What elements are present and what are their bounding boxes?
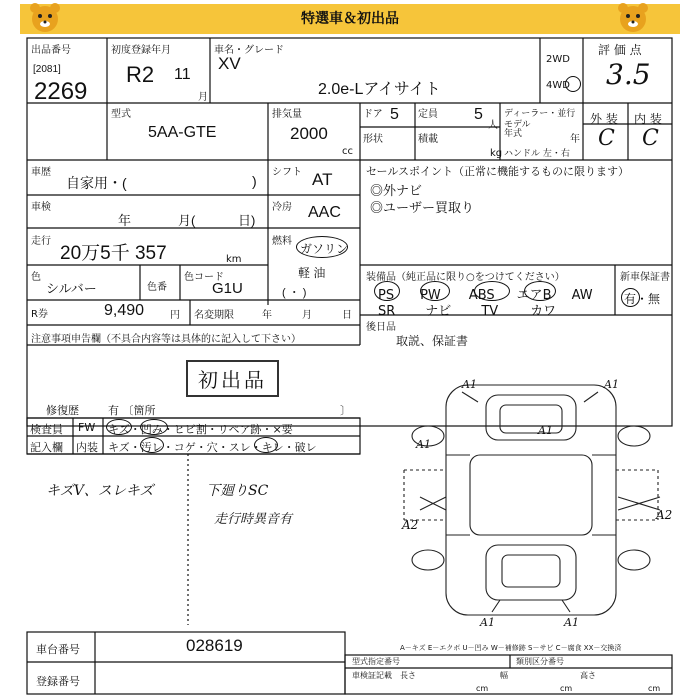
fw-scratch-circle	[106, 419, 132, 435]
sales-point-label: セールスポイント（正常に機能するものに限ります）	[366, 165, 630, 178]
mark-hood: A1	[538, 424, 553, 437]
equipment-label: 装備品（純正品に限り○をつけてください）	[366, 272, 565, 283]
mileage-value: 20万5千 357	[60, 243, 167, 264]
dealer-label: ディーラー・並行	[504, 109, 576, 119]
registration-month-suffix: 月	[198, 92, 208, 103]
load-unit: kg	[490, 148, 503, 159]
dim-width-unit: cm	[560, 684, 573, 693]
lot-number: 2269	[34, 78, 88, 105]
recycle-label: R券	[31, 309, 48, 320]
fw-dent-circle	[140, 419, 168, 435]
interior-value: C	[642, 126, 659, 151]
history-close: )	[252, 173, 257, 189]
engine-value: 2000	[290, 124, 328, 143]
registration-label: 初度登録年月	[111, 45, 171, 56]
mark-front-right: A1	[604, 378, 619, 391]
mileage-unit: km	[226, 254, 242, 265]
equip-tv: TV	[481, 304, 499, 319]
exterior-value: C	[598, 126, 615, 151]
type-designation-label: 型式指定番号	[352, 657, 400, 666]
page-title: 特選車＆初出品	[301, 11, 399, 27]
warranty-book-value: 有・無	[624, 292, 661, 306]
damage-legend: A－キズ E－エクボ U－凹み W－補修跡 S－サビ C－腐食 XX－交換済	[400, 644, 622, 652]
equip-pw: PW	[420, 288, 441, 303]
plate-label: 登録番号	[36, 675, 80, 688]
color-value: シルバー	[46, 281, 97, 296]
inspection-label: 車検	[31, 202, 51, 213]
repair-history-label: 修復歴	[46, 404, 79, 417]
handwritten-note-right-2: 走行時異音有	[214, 512, 293, 527]
category-number-label: 類別区分番号	[516, 657, 564, 666]
engine-label: 排気量	[272, 109, 302, 120]
notes-label: 注意事項申告欄（不具合内容等は具体的に記入して下さい）	[31, 334, 301, 345]
chassis-value: 028619	[186, 636, 243, 655]
history-label: 車歴	[31, 167, 51, 178]
drive-2wd: 2WD	[546, 54, 570, 65]
exterior-label: 外 装	[590, 112, 618, 126]
car-name-label: 車名・グレード	[214, 45, 284, 56]
car-name: XV	[218, 54, 241, 73]
mark-front-left: A1	[462, 378, 477, 391]
doors-label: ドア	[363, 109, 383, 120]
car-grade: 2.0e-Lアイサイト	[318, 81, 441, 98]
inspector-label: 検査員	[30, 423, 63, 436]
score-value: 3.5	[606, 58, 651, 91]
dim-width-label: 幅	[500, 671, 508, 680]
drive-selection-circle	[565, 76, 581, 92]
capacity-unit: 人	[488, 120, 498, 131]
dim-height-unit: cm	[648, 684, 661, 693]
shift-value: AT	[312, 170, 333, 189]
mark-rear-right: A1	[564, 616, 579, 629]
dim-length-label: 長さ	[400, 671, 416, 680]
equip-abs: ABS	[468, 288, 495, 303]
load-label: 積載	[418, 134, 438, 145]
chassis-label: 車台番号	[36, 643, 80, 656]
cert-label: 車検証記載	[352, 671, 392, 680]
fuel-other: ( ・ )	[282, 287, 307, 299]
interior-dirt-circle	[140, 437, 164, 453]
first-listing-stamp: 初出品	[186, 360, 279, 397]
mark-right-side: A2	[656, 508, 673, 522]
mileage-label: 走行	[31, 236, 51, 247]
inspection-year: 年	[118, 213, 132, 228]
handle-label: ハンドル 左・右	[504, 149, 570, 159]
equip-airbag-circle	[524, 281, 556, 301]
color-code2-label: 色コード	[184, 272, 224, 283]
mark-rear-left: A1	[480, 616, 495, 629]
capacity-value: 5	[474, 106, 483, 123]
equip-sr: SR	[378, 304, 396, 319]
warranty-book-label: 新車保証書	[620, 272, 670, 283]
equip-airbag: エアB	[516, 288, 552, 303]
name-change-label: 名変期限	[194, 310, 234, 321]
name-change-year: 年	[262, 310, 272, 321]
lot-label: 出品番号	[31, 45, 71, 56]
equip-aw: AW	[571, 288, 593, 303]
registration-month: 11	[174, 66, 191, 83]
repair-history-close: 〕	[340, 404, 351, 417]
equip-ps: PS	[378, 288, 395, 303]
equip-leather: カワ	[530, 304, 557, 319]
fuel-selection-circle	[296, 236, 348, 258]
after-goods-label: 後日品	[366, 322, 396, 333]
lot-code: [2081]	[33, 64, 61, 75]
doors-value: 5	[390, 106, 399, 123]
after-goods-value: 取説、保証書	[396, 334, 469, 348]
warranty-selection-circle	[621, 288, 640, 307]
name-change-day: 日	[342, 310, 352, 321]
color-label: 色	[31, 272, 41, 283]
aircon-value: AAC	[308, 204, 341, 221]
sales-point-item-1: ◎外ナビ	[370, 183, 423, 198]
model-label: 型式	[111, 109, 131, 120]
name-change-month: 月	[302, 310, 312, 321]
inspector-row1-head: FW	[78, 421, 96, 434]
model-value: 5AA-GTE	[148, 124, 217, 141]
mark-left-side: A2	[402, 518, 419, 532]
history-value: 自家用・(	[66, 175, 127, 191]
interior-label: 内 装	[634, 112, 662, 126]
recycle-value: 9,490	[104, 302, 145, 319]
dim-length-unit: cm	[476, 684, 489, 693]
mark-front-wheel: A1	[416, 438, 431, 451]
color-code-label: 色番	[147, 282, 167, 293]
color-code2-value: G1U	[212, 280, 243, 297]
model-year-suffix: 年	[570, 134, 580, 145]
registration-era: R2	[126, 62, 155, 87]
aircon-label: 冷房	[272, 202, 292, 213]
equip-navi: ナビ	[425, 304, 452, 319]
model-year-label: モデル 年式	[504, 120, 531, 139]
equip-ps-circle	[374, 281, 400, 301]
inspection-month: 月(	[178, 213, 196, 228]
drive-4wd: 4WD	[546, 80, 570, 91]
repair-history-value: 有 〔箇所	[108, 404, 156, 417]
fuel-label: 燃料	[272, 236, 292, 247]
shift-label: シフト	[272, 167, 302, 178]
inspector-row1: キズ・凹み・ヒビ割・リペア跡・×要	[108, 423, 293, 436]
handwritten-note-left: キズⅤ、スレキズ	[46, 483, 154, 499]
fuel-gasoline: ガソリン	[300, 242, 349, 256]
sales-point-item-2: ◎ユーザー買取り	[370, 200, 475, 215]
dim-height-label: 高さ	[580, 671, 596, 680]
interior-wear-circle	[254, 437, 278, 453]
equip-abs-circle	[474, 281, 510, 301]
handwritten-note-right-1: 下廻りSC	[206, 483, 269, 499]
car-diagram	[404, 385, 660, 615]
recycle-unit: 円	[170, 310, 180, 321]
capacity-label: 定員	[418, 109, 438, 120]
equip-pw-circle	[420, 281, 450, 301]
inspector-row2: キズ・汚レ・コゲ・穴・スレ・キレ・破レ	[108, 441, 317, 454]
score-label: 評 価 点	[598, 43, 642, 57]
inspector-row2-head: 内装	[76, 441, 98, 454]
engine-unit: cc	[342, 146, 353, 157]
inspection-day: 日)	[238, 213, 256, 228]
shape-label: 形状	[363, 134, 383, 145]
inspector-entry-label: 記入欄	[30, 441, 63, 454]
fuel-diesel: 軽 油	[298, 266, 326, 280]
equipment-row-2	[378, 300, 556, 319]
